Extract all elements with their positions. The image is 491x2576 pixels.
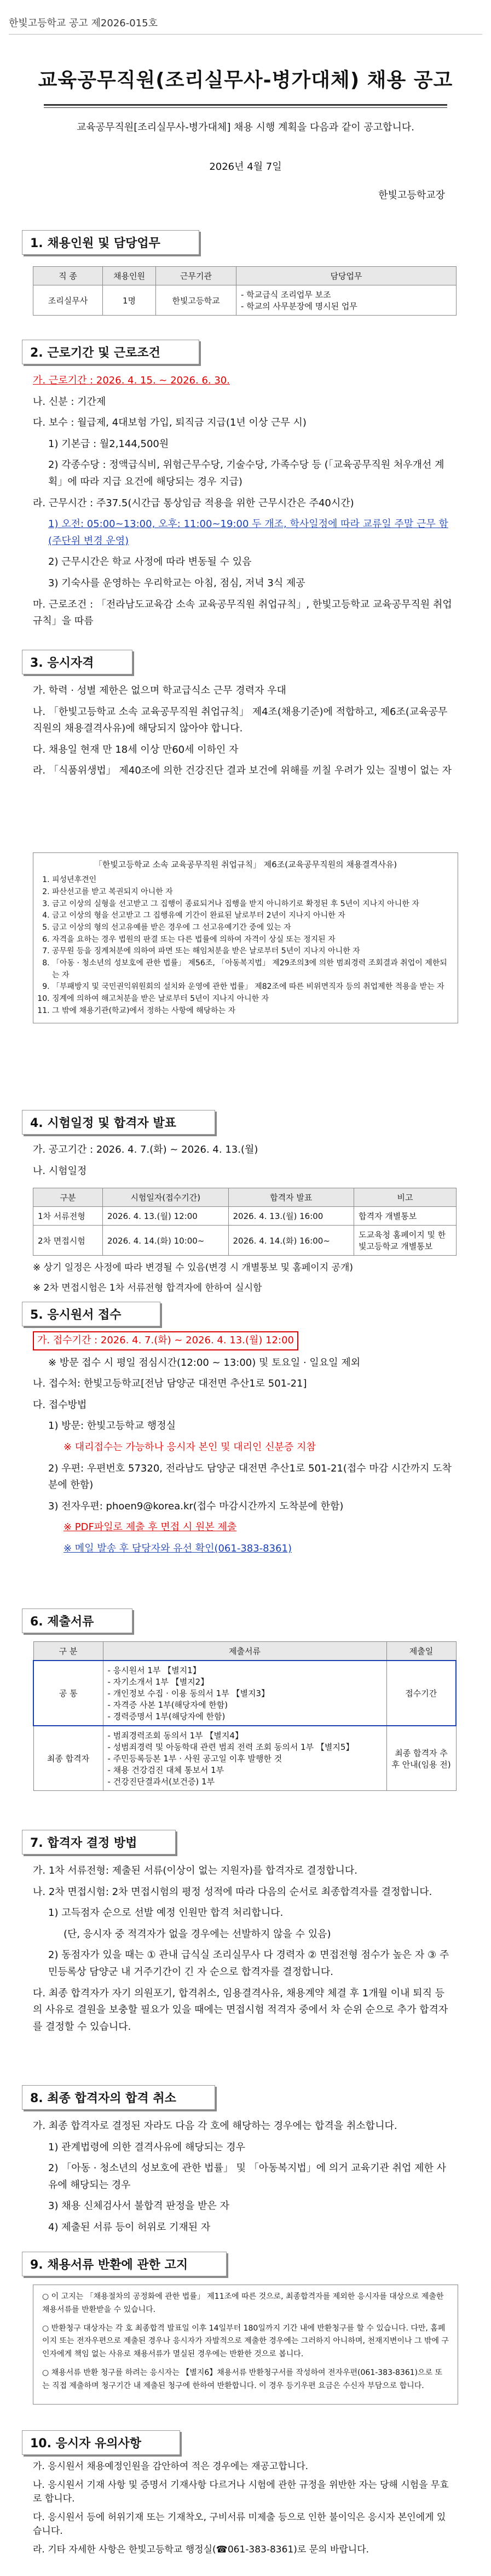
meal-note: 3) 기숙사를 운영하는 우리학교는 아침, 점심, 저녁 3식 제공 <box>48 577 305 589</box>
disqualification-title: 「한빛고등학교 소속 교육공무직원 취업규칙」 제6조(교육공무직원의 채용결격사유) <box>94 860 397 869</box>
table-row <box>33 285 457 316</box>
top-divider <box>9 34 482 35</box>
table-row <box>33 1207 457 1226</box>
disqualification-box <box>33 852 458 1023</box>
duty-item: - 학교급식 조리업무 보조 <box>241 290 331 300</box>
table-cell: 한빛고등학교 <box>156 285 236 316</box>
document-item: - 채용 건강검진 대체 통보서 1부 <box>107 1765 224 1775</box>
selection-subitem: 1) 고득점자 순으로 선발 예정 인원만 합격 처리합니다. <box>48 1907 284 1919</box>
table-cell: 2026. 4. 13.(월) 12:00 <box>103 1207 229 1226</box>
schedule-note: ※ 2차 면접시험은 1차 서류전형 합격자에 한하여 실시함 <box>33 1282 262 1293</box>
list-item: 8. 「아동 · 청소년의 성보호에 관한 법률」 제56조, 「아동복지법」 제29조의3에 의한 범죄경력 조회결과 취업이 제한되는 자 <box>52 958 450 981</box>
refund-paragraph: ○ 이 고지는 「채용절차의 공정화에 관한 법률」 제11조에 따른 것으로, 최종합격자를 제외한 응시자를 대상으로 제출한 채용서류를 반환받을 수 있습니다. <box>42 2292 444 2314</box>
table-cell: 1명 <box>103 285 156 316</box>
selection-note: (단, 응시자 중 적격자가 없을 경우에는 선발하지 않을 수 있음) <box>63 1928 331 1940</box>
application-info <box>33 1331 453 1562</box>
section-heading: 3. 응시자격 <box>22 650 132 674</box>
title-rule <box>44 107 447 108</box>
table-header: 담당업무 <box>236 267 457 285</box>
section-heading: 5. 응시원서 접수 <box>22 1302 160 1326</box>
section-heading: 6. 제출서류 <box>22 1608 132 1633</box>
table-header: 합격자 발표 <box>228 1188 354 1207</box>
selection-item: 다. 최종 합격자가 자기 의원포기, 합격취소, 임용결격사유, 채용계약 체결 후 1개월 이내 퇴직 등의 사유로 결원을 보충할 필요가 있을 때에는 면접시험 적격자 중에서 차 순위 순으로 추가 합격자를 결정할 수 있습니다. <box>33 1987 448 2033</box>
document-item: - 응시원서 1부 【별지1】 <box>107 1665 201 1675</box>
schedule-table <box>33 1188 457 1256</box>
proxy-note: ※ 대리접수는 가능하나 응시자 본인 및 대리인 신분증 지참 <box>63 1441 316 1453</box>
qualification-item: 다. 채용일 현재 만 18세 이상 만60세 이하인 자 <box>33 743 239 755</box>
table-cell: 조리실무사 <box>33 285 103 316</box>
table-cell: 1차 서류전형 <box>33 1207 103 1226</box>
cancellation-subitem: 1) 관계법령에 의한 결격사유에 해당되는 경우 <box>48 2141 246 2153</box>
section-heading: 1. 채용인원 및 담당업무 <box>22 230 199 255</box>
schedule-label: 나. 시험일정 <box>33 1165 87 1177</box>
schedule-note: ※ 상기 일정은 사정에 따라 변경될 수 있음(변경 시 개별통보 및 홈페이지 공개) <box>33 1262 354 1273</box>
table-header: 제출일 <box>386 1642 456 1661</box>
note-item: 다. 응시원서 등에 허위기재 또는 기재착오, 구비서류 미제출 등으로 인한 불이익은 응시자 본인에게 있습니다. <box>33 2511 446 2537</box>
work-period: 가. 근로기간 : 2026. 4. 15. ~ 2026. 6. 30. <box>33 375 230 386</box>
duty-item: - 학교의 사무분장에 명시된 업무 <box>241 301 357 311</box>
table-header: 시험일자(접수기간) <box>103 1188 229 1207</box>
table-cell: 2026. 4. 13.(월) 16:00 <box>228 1207 354 1226</box>
table-cell: 2차 면접시험 <box>33 1226 103 1256</box>
table-header: 제출서류 <box>103 1642 386 1661</box>
notice-date: 2026년 4월 7일 <box>209 161 282 173</box>
method-visit: 1) 방문: 한빛고등학교 행정실 <box>48 1420 176 1432</box>
application-place: 나. 접수처: 한빛고등학교[전남 담양군 대전면 추산1로 501-21] <box>33 1378 307 1390</box>
document-item: - 건강진단결과서(보건증) 1부 <box>107 1777 215 1787</box>
method-email: 3) 전자우편: phoen9@korea.kr(접수 마감시간까지 도착분에 한함) <box>48 1500 344 1512</box>
section-heading: 4. 시험일정 및 합격자 발표 <box>22 1110 215 1135</box>
document-item: - 경력증명서 1부(해당자에 한함) <box>107 1711 226 1721</box>
notice-number: 한빛고등학교 공고 제2026-015호 <box>9 18 158 29</box>
section-heading: 2. 근로기간 및 근로조건 <box>22 340 199 364</box>
selection-item: 가. 1차 서류전형: 제출된 서류(이상이 없는 지원자)를 합격자로 결정합니다. <box>33 1865 358 1876</box>
applicant-notes <box>33 2460 453 2561</box>
table-row <box>33 1661 456 1726</box>
selection-subitem: 2) 동점자가 있을 때는 ① 관내 급식실 조리실무사 다 경력자 ② 면접전형 점수가 높은 자 ③ 주민등록상 담양군 내 거주기간이 긴 자 순으로 합격자를 결정합니다. <box>48 1949 449 1978</box>
list-item: 3. 금고 이상의 실형을 선고받고 그 집행이 종료되거나 집행을 받지 아니하기로 확정된 후 5년이 지나지 아니한 자 <box>52 898 450 911</box>
table-cell: 최종 합격자 <box>33 1726 103 1791</box>
application-note: ※ 방문 접수 시 평일 점심시간(12:00 ~ 13:00) 및 토요일 · 일요일 제외 <box>48 1356 361 1369</box>
note-item: 나. 응시원서 기재 사항 및 증명서 기재사항 다르거나 시험에 관한 규정을 위반한 자는 당해 시험을 무효로 합니다. <box>33 2479 449 2504</box>
document-item: - 범죄경력조회 동의서 1부 【별지4】 <box>107 1731 243 1741</box>
work-hours: 라. 근무시간 : 주37.5(시간급 통상임금 적용을 위한 근무시간은 주40시간) <box>33 497 354 509</box>
table-cell: 2026. 4. 14.(화) 16:00~ <box>228 1226 354 1256</box>
section-heading: 9. 채용서류 반환에 관한 고지 <box>22 2252 227 2276</box>
document-item: - 주민등록등본 1부 · 사원 공고일 이후 발행한 것 <box>107 1754 282 1764</box>
table-cell: 접수기간 <box>386 1661 456 1726</box>
page-title: 교육공무직원(조리실무사-병가대체) 채용 공고 <box>38 69 453 91</box>
cancellation-subitem: 4) 제출된 서류 등이 허위로 기재된 자 <box>48 2221 211 2233</box>
table-header: 구분 <box>33 1188 103 1207</box>
table-header: 근무기관 <box>156 267 236 285</box>
table-header-row <box>33 267 457 285</box>
email-note: ※ 메일 발송 후 담당자와 유선 확인(061-383-8361) <box>63 1542 292 1554</box>
disqualification-list <box>41 874 450 1017</box>
salary: 다. 보수 : 월급제, 4대보험 가입, 퇴직금 지급(1년 이상 근무 시) <box>33 417 307 429</box>
application-method: 다. 접수방법 <box>33 1399 87 1411</box>
section-heading: 8. 최종 합격자의 합격 취소 <box>22 2085 215 2110</box>
school-signature: 한빛고등학교장 <box>378 190 445 201</box>
qualifications <box>33 683 453 784</box>
note-item: 가. 응시원서 채용예정인원을 감안하여 적은 경우에는 재공고합니다. <box>33 2461 309 2472</box>
positions-table <box>33 266 457 316</box>
list-item: 11. 그 밖에 채용기관(학교)에서 정하는 사항에 해당하는 자 <box>52 1005 450 1017</box>
qualification-item: 나. 「한빛고등학교 소속 교육공무직원 취업규칙」 제4조(채용기준)에 적합하고, 제6조(교육공무직원의 채용결격사유)에 해당되지 않아야 합니다. <box>33 706 448 735</box>
qualification-item: 가. 학력 · 성별 제한은 없으며 학교급식소 근무 경력자 우대 <box>33 685 286 696</box>
table-row <box>33 1726 456 1791</box>
cancellation-item: 가. 최종 합격자로 결정된 자라도 다음 각 호에 해당하는 경우에는 합격을 취소합니다. <box>33 2120 397 2132</box>
list-item: 1. 피성년후견인 <box>52 874 450 886</box>
title-rule <box>44 104 447 106</box>
table-cell: 도교육청 홈페이지 및 한빛고등학교 개별통보 <box>354 1226 457 1256</box>
schedule-intro <box>33 1142 453 1184</box>
document-item: - 자격증 사본 1부(해당자에 한함) <box>107 1700 228 1710</box>
documents-table <box>33 1641 457 1791</box>
email-note: ※ PDF파일로 제출 후 면접 시 원본 제출 <box>63 1521 237 1533</box>
table-cell: 합격자 개별통보 <box>354 1207 457 1226</box>
refund-paragraph: ○ 채용서류 반환 청구를 하려는 응시자는 【별지6】채용서류 반환청구서를 작성하여 전자우편(061-383-8361)으로 또는 직접 제출하며 청구기간 내 제출된 청구에 한하여 반환합니다. 이 경우 등기우편 요금은 수신자 부담으로 합니다. <box>42 2368 443 2390</box>
list-item: 4. 금고 이상의 형을 선고받고 그 집행유예 기간이 완료된 날로부터 2년이 지나지 아니한 자 <box>52 910 450 922</box>
work-conditions <box>33 373 453 634</box>
table-row <box>33 1226 457 1256</box>
shift-info: 1) 오전: 05:00~13:00, 오후: 11:00~19:00 두 개조, 학사일정에 따라 교류일 주말 근무 함(주단위 변경 운영) <box>48 518 448 547</box>
refund-paragraph: ○ 반환청구 대상자는 각 호 최종합격 발표일 이후 14일부터 180일까지 기간 내에 반환청구를 할 수 있습니다. 다만, 홈페이지 또는 전자우편으로 제출된 경우나 응시자가 자발적으로 제출한 경우에는 그러하지 아니하며, 천재지변이나 그 밖에 구인자에게 책임 없는 사유로 채용서류가 멸실된 경우에는 반환한 것으로 봅니다. <box>42 2323 449 2359</box>
table-cell <box>103 1661 386 1726</box>
list-item: 2. 파산선고를 받고 복권되지 아니한 자 <box>52 886 450 898</box>
allowances: 2) 각종수당 : 정액급식비, 위험근무수당, 기술수당, 가족수당 등 (「교육공무직원 처우개선 계획」에 따라 지급 요건에 해당되는 경우 지급) <box>48 459 444 488</box>
table-header-row <box>33 1188 457 1207</box>
application-period: 가. 접수기간 : 2026. 4. 7.(화) ~ 2026. 4. 13.(월) 12:00 <box>33 1331 453 1350</box>
method-mail: 2) 우편: 우편번호 57320, 전라남도 담양군 대전면 추산1로 501-21(접수 마감 시간까지 도착분에 한함) <box>48 1462 452 1491</box>
list-item: 5. 금고 이상의 형의 선고유예를 받은 경우에 그 선고유예기간 중에 있는 자 <box>52 922 450 934</box>
table-header: 채용인원 <box>103 267 156 285</box>
qualification-item: 라. 「식품위생법」 제40조에 의한 건강진단 결과 보건에 위해를 끼칠 우려가 있는 질병이 없는 자 <box>33 765 452 777</box>
table-cell: 최종 합격자 추후 안내(임용 전) <box>386 1726 456 1791</box>
selection-item: 나. 2차 면접시험: 2차 면접시험의 평정 성적에 따라 다음의 순서로 최종합격자를 결정합니다. <box>33 1886 432 1898</box>
employment-status: 나. 신분 : 기간제 <box>33 396 106 408</box>
list-item: 9. 「부패방지 및 국민권익위원회의 설치와 운영에 관한 법률」 제82조에 따른 비위면직자 등의 취업제한 적용을 받는 자 <box>52 981 450 993</box>
work-rules: 마. 근로조건 : 「전라남도교육감 소속 교육공무직원 취업규칙」, 한빛고등학교 교육공무직원 취업 규칙」을 따름 <box>33 598 452 627</box>
table-cell: 2026. 4. 14.(화) 10:00~ <box>103 1226 229 1256</box>
table-header: 비고 <box>354 1188 457 1207</box>
table-header: 구 분 <box>33 1642 103 1661</box>
selection-method <box>33 1863 453 2040</box>
section-heading: 10. 응시자 유의사항 <box>22 2430 180 2455</box>
notice-period: 가. 공고기간 : 2026. 4. 7.(화) ~ 2026. 4. 13.(월) <box>33 1144 258 1155</box>
refund-notice-box <box>33 2285 458 2405</box>
cancellation-subitem: 3) 채용 신체검사서 불합격 판정을 받은 자 <box>48 2200 230 2212</box>
list-item: 10. 징계에 의하여 해고처분을 받은 날로부터 5년이 지나지 아니한 자 <box>52 993 450 1005</box>
table-cell <box>236 285 457 316</box>
table-cell: 공 통 <box>33 1661 103 1726</box>
document-item: - 성범죄경력 및 아동학대 관련 범죄 전력 조회 동의서 1부 【별지5】 <box>107 1742 354 1752</box>
schedule-notes <box>33 1260 453 1301</box>
document-item: - 개인정보 수집 · 이용 동의서 1부 【별지3】 <box>107 1688 270 1698</box>
list-item: 7. 공무원 등을 징계처분에 의하여 파면 또는 해임처분을 받은 날로부터 5년이 지나지 아니한 자 <box>52 946 450 958</box>
table-header-row <box>33 1642 456 1661</box>
cancellation-info <box>33 2118 453 2241</box>
base-pay: 1) 기본급 : 월2,144,500원 <box>48 438 169 450</box>
intro-text: 교육공무직원[조리실무사-병가대체] 채용 시행 계획을 다음과 같이 공고합니다. <box>76 122 414 133</box>
table-cell <box>103 1726 386 1791</box>
list-item: 6. 자격을 요하는 경우 법원의 판결 또는 다른 법률에 의하여 자격이 상실 또는 정지된 자 <box>52 934 450 946</box>
table-header: 직 종 <box>33 267 103 285</box>
section-heading: 7. 합격자 결정 방법 <box>22 1830 176 1854</box>
cancellation-subitem: 2) 「아동 · 청소년의 성보호에 관한 법률」 및 「아동복지법」에 의거 교육기관 취업 제한 사유에 해당되는 경우 <box>48 2162 446 2191</box>
note-item: 라. 기타 자세한 사항은 한빛고등학교 행정실(☎061-383-8361)로 문의 바랍니다. <box>33 2544 369 2555</box>
document-item: - 자기소개서 1부 【별지2】 <box>107 1677 209 1687</box>
hours-note: 2) 근무시간은 학교 사정에 따라 변동될 수 있음 <box>48 556 252 568</box>
